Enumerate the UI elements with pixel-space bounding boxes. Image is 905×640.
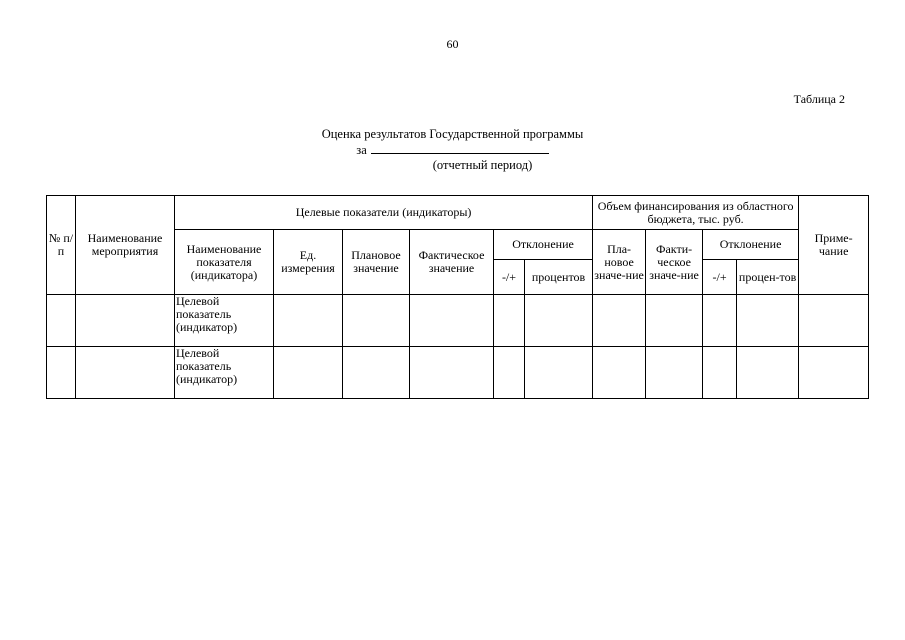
cell bbox=[343, 295, 410, 347]
header-dev-percent: процентов bbox=[525, 260, 593, 295]
cell bbox=[799, 347, 869, 399]
cell bbox=[410, 295, 494, 347]
header-targets-group: Целевые показатели (индикаторы) bbox=[175, 196, 593, 230]
period-blank bbox=[371, 142, 549, 154]
header-fin-actual: Факти-ческое значе-ние bbox=[646, 230, 703, 295]
results-table bbox=[46, 195, 869, 399]
indicator-cell: Целевой показатель (индикатор) bbox=[175, 347, 274, 399]
cell bbox=[593, 347, 646, 399]
cell bbox=[410, 347, 494, 399]
cell bbox=[343, 347, 410, 399]
header-actual-value: Фактическое значение bbox=[410, 230, 494, 295]
header-num: № п/п bbox=[47, 196, 76, 295]
cell bbox=[76, 295, 175, 347]
cell bbox=[494, 295, 525, 347]
table-row bbox=[47, 295, 869, 347]
cell bbox=[737, 347, 799, 399]
cell bbox=[646, 347, 703, 399]
period-line bbox=[0, 142, 905, 158]
cell bbox=[799, 295, 869, 347]
header-event-name: Наименование мероприятия bbox=[76, 196, 175, 295]
cell bbox=[274, 347, 343, 399]
header-indicator-name: Наименование показателя (индикатора) bbox=[175, 230, 274, 295]
cell bbox=[76, 347, 175, 399]
indicator-cell: Целевой показатель (индикатор) bbox=[175, 295, 274, 347]
cell bbox=[737, 295, 799, 347]
table-row bbox=[47, 347, 869, 399]
header-fin-deviation: Отклонение bbox=[703, 230, 799, 260]
cell bbox=[47, 347, 76, 399]
header-planned-value: Плановое значение bbox=[343, 230, 410, 295]
header-dev-sign: -/+ bbox=[494, 260, 525, 295]
document-title bbox=[0, 127, 905, 173]
header-fin-dev-percent: процен-тов bbox=[737, 260, 799, 295]
cell bbox=[703, 347, 737, 399]
header-deviation: Отклонение bbox=[494, 230, 593, 260]
header-fin-dev-sign: -/+ bbox=[703, 260, 737, 295]
period-caption: (отчетный период) bbox=[432, 158, 533, 172]
cell bbox=[525, 295, 593, 347]
page-number: 60 bbox=[446, 37, 459, 51]
cell bbox=[646, 295, 703, 347]
header-fin-planned: Пла-новое значе-ние bbox=[593, 230, 646, 295]
cell bbox=[274, 295, 343, 347]
cell bbox=[494, 347, 525, 399]
cell bbox=[47, 295, 76, 347]
table-label: Таблица 2 bbox=[793, 92, 845, 106]
cell bbox=[593, 295, 646, 347]
title-line: Оценка результатов Государственной программы bbox=[321, 127, 584, 141]
header-note: Приме-чание bbox=[799, 196, 869, 295]
header-finance-group: Объем финансирования из областного бюджета, тыс. руб. bbox=[593, 196, 799, 230]
period-prefix: за bbox=[356, 143, 367, 157]
cell bbox=[525, 347, 593, 399]
cell bbox=[703, 295, 737, 347]
header-unit: Ед. измерения bbox=[274, 230, 343, 295]
